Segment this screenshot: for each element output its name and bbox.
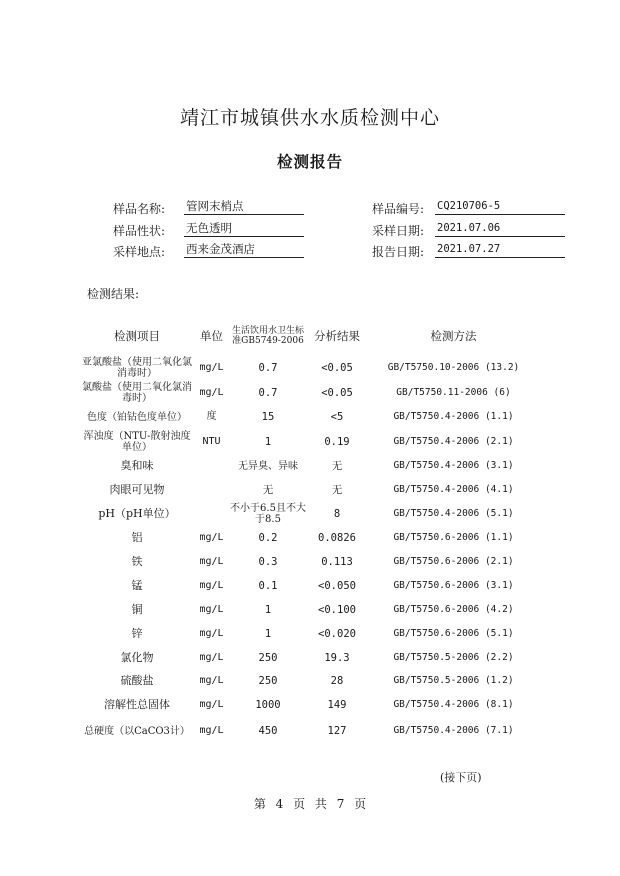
- method-cell: GB/T5750.4-2006 (7.1): [393, 725, 514, 736]
- table-header-row: [80, 317, 540, 355]
- continued-note: (接下页): [440, 771, 482, 784]
- table-row: [80, 669, 540, 693]
- item-cell: 铜: [131, 603, 143, 616]
- table-row: [80, 550, 540, 574]
- limit-cell: 不小于6.5且不大于8.5: [230, 503, 306, 525]
- unit-cell: [194, 454, 229, 478]
- sampling-site-value: 西来金茂酒店: [184, 242, 304, 258]
- unit-cell: mg/L: [199, 556, 224, 567]
- sampling-site-label: 采样地点:: [113, 245, 166, 259]
- header-method: 检测方法: [430, 329, 477, 343]
- table-row: [80, 429, 540, 454]
- item-cell: pH（pH单位）: [98, 507, 176, 520]
- item-cell: 肉眼可见物: [109, 483, 165, 496]
- result-cell: <0.020: [318, 628, 356, 640]
- method-cell: GB/T5750.6-2006 (1.1): [393, 532, 514, 543]
- unit-cell: mg/L: [199, 675, 224, 686]
- method-cell: GB/T5750.11-2006 (6): [396, 387, 511, 398]
- method-cell: GB/T5750.10-2006 (13.2): [387, 362, 520, 373]
- unit-cell: mg/L: [199, 628, 224, 639]
- header-unit: 单位: [200, 329, 223, 343]
- unit-cell: NTU: [202, 435, 221, 447]
- item-cell: 氯酸盐（使用二氧化氯消毒时）: [82, 382, 192, 404]
- sampling-date-value: 2021.07.06: [435, 221, 565, 237]
- limit-cell: 0.2: [258, 532, 278, 544]
- limit-cell: 250: [258, 651, 278, 664]
- sample-no-label: 样品编号:: [372, 202, 425, 216]
- item-cell: 浑浊度（NTU-散射浊度单位）: [83, 430, 191, 453]
- item-cell: 臭和味: [120, 459, 154, 472]
- sampling-date-label: 采样日期:: [372, 224, 425, 238]
- result-cell: 0.19: [324, 435, 350, 448]
- item-cell: 总硬度（以CaCO3计）: [84, 725, 190, 737]
- item-cell: 铝: [131, 531, 143, 544]
- item-cell: 溶解性总固体: [104, 697, 170, 711]
- header-item: 检测项目: [114, 329, 160, 343]
- unit-cell: mg/L: [199, 362, 224, 373]
- table-row: [80, 454, 540, 478]
- table-row: [80, 502, 540, 526]
- result-cell: <0.05: [321, 362, 353, 374]
- method-cell: GB/T5750.6-2006 (4.2): [393, 604, 514, 615]
- unit-cell: mg/L: [199, 580, 224, 591]
- result-cell: 0.0826: [318, 532, 356, 544]
- limit-cell: 无: [262, 484, 274, 496]
- method-cell: GB/T5750.5-2006 (1.2): [393, 675, 514, 686]
- item-cell: 锌: [131, 627, 143, 640]
- result-cell: 无: [331, 484, 343, 496]
- limit-cell: 1: [264, 628, 272, 640]
- item-cell: 氯化物: [120, 650, 154, 664]
- limit-cell: 0.1: [258, 580, 278, 592]
- item-cell: 色度（铂钴色度单位）: [87, 411, 187, 423]
- result-cell: <0.100: [318, 604, 356, 616]
- sample-state-label: 样品性状:: [113, 224, 166, 238]
- result-cell: 0.113: [321, 556, 353, 568]
- table-row: [80, 598, 540, 622]
- result-cell: 8: [333, 508, 341, 520]
- unit-cell: mg/L: [199, 725, 224, 736]
- result-cell: 28: [330, 675, 344, 687]
- result-cell: <5: [330, 411, 344, 423]
- result-cell: 127: [327, 725, 347, 737]
- method-cell: GB/T5750.6-2006 (5.1): [393, 628, 514, 639]
- table-row: [80, 646, 540, 669]
- item-cell: 硫酸盐: [120, 674, 154, 687]
- limit-cell: 250: [258, 675, 278, 687]
- table-row: [80, 405, 540, 429]
- unit-cell: mg/L: [199, 387, 224, 398]
- lab-title: 靖江市城镇供水水质检测中心: [179, 107, 440, 129]
- limit-cell: 0.7: [258, 387, 278, 399]
- header-result: 分析结果: [314, 329, 360, 343]
- page-footer: 第 4 页 共 7 页: [253, 797, 367, 811]
- result-cell: <0.05: [321, 387, 353, 399]
- method-cell: GB/T5750.4-2006 (4.1): [393, 484, 514, 495]
- results-label: 检测结果:: [87, 287, 140, 301]
- unit-cell: mg/L: [199, 604, 224, 615]
- limit-cell: 0.3: [258, 556, 278, 568]
- table-row: [80, 355, 540, 381]
- result-cell: <0.050: [318, 580, 356, 592]
- unit-cell: mg/L: [199, 651, 224, 663]
- method-cell: GB/T5750.4-2006 (8.1): [393, 698, 514, 710]
- report-title: 检测报告: [276, 152, 343, 171]
- table-row: [80, 574, 540, 598]
- limit-cell: 1: [264, 604, 272, 616]
- result-cell: 无: [331, 460, 343, 472]
- unit-cell: 度: [206, 411, 217, 422]
- unit-cell: [194, 502, 229, 526]
- report-date-label: 报告日期:: [372, 245, 425, 259]
- limit-cell: 无异臭、异味: [238, 460, 298, 472]
- sample-state-value: 无色透明: [184, 221, 304, 237]
- item-cell: 铁: [131, 555, 143, 568]
- limit-cell: 1: [264, 435, 272, 448]
- unit-cell: [194, 478, 229, 502]
- item-cell: 亚氯酸盐（使用二氧化氯消毒时）: [82, 357, 192, 379]
- table-row: [80, 381, 540, 405]
- table-row: [80, 693, 540, 716]
- table-row: [80, 478, 540, 502]
- sample-no-value: CQ210706-5: [435, 199, 565, 215]
- header-standard: 生活饮用水卫生标准GB5749-2006: [231, 326, 304, 346]
- method-cell: GB/T5750.5-2006 (2.2): [393, 651, 514, 663]
- method-cell: GB/T5750.4-2006 (2.1): [393, 435, 514, 447]
- limit-cell: 15: [261, 411, 275, 423]
- result-cell: 19.3: [324, 651, 350, 664]
- unit-cell: mg/L: [199, 532, 224, 543]
- table-row: [80, 716, 540, 746]
- method-cell: GB/T5750.4-2006 (1.1): [393, 411, 514, 422]
- item-cell: 锰: [131, 579, 143, 592]
- sample-name-label: 样品名称:: [113, 202, 166, 216]
- method-cell: GB/T5750.4-2006 (3.1): [393, 460, 514, 471]
- results-table: [80, 317, 540, 746]
- table-row: [80, 526, 540, 550]
- report-date-value: 2021.07.27: [435, 242, 565, 258]
- method-cell: GB/T5750.6-2006 (2.1): [393, 556, 514, 567]
- method-cell: GB/T5750.6-2006 (3.1): [393, 580, 514, 591]
- table-row: [80, 622, 540, 646]
- method-cell: GB/T5750.4-2006 (5.1): [393, 508, 514, 519]
- limit-cell: 1000: [255, 698, 281, 711]
- unit-cell: mg/L: [199, 698, 224, 710]
- limit-cell: 0.7: [258, 362, 278, 374]
- result-cell: 149: [327, 698, 347, 711]
- sample-name-value: 管网末梢点: [184, 199, 304, 215]
- limit-cell: 450: [258, 725, 278, 737]
